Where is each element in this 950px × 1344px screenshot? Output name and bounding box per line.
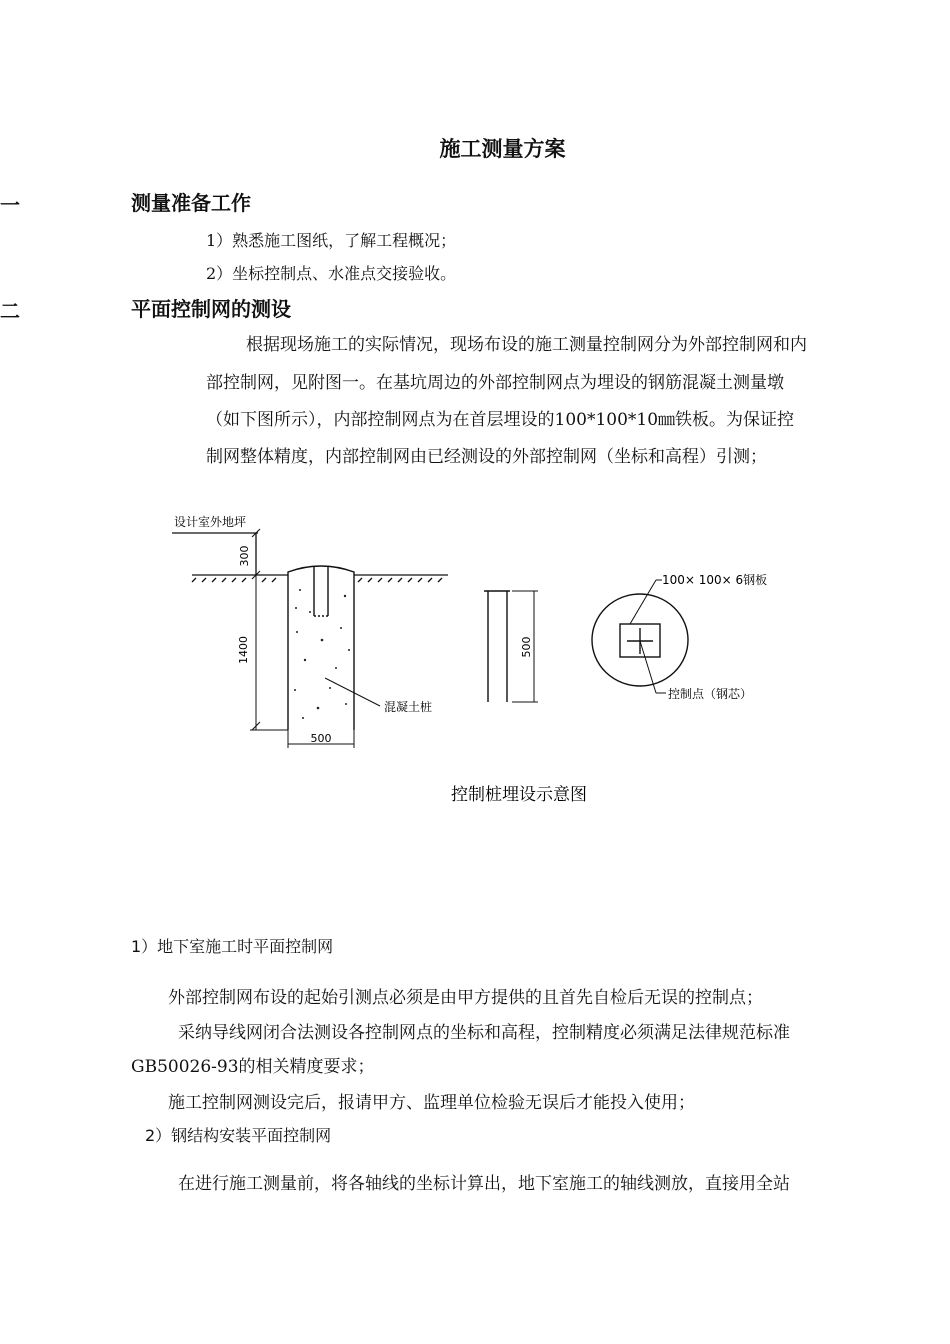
subsection-2-heading: 2）钢结构安装平面控制网: [145, 1126, 332, 1145]
control-pile-figure: [0, 490, 950, 820]
list-item: 2）坐标控制点、水准点交接验收。: [206, 264, 457, 283]
list-item: 1）熟悉施工图纸，了解工程概况；: [206, 231, 457, 250]
section-2-paragraph-line: 制网整体精度，内部控制网由已经测设的外部控制网（坐标和高程）引测；: [206, 447, 767, 467]
paragraph: 施工控制网测设完后，报请甲方、监理单位检验无误后才能投入使用；: [168, 1093, 695, 1113]
dim-500-bottom-label: 500: [310, 732, 332, 745]
section-2-number: 二: [0, 299, 20, 323]
dim-500-right-label: 500: [520, 636, 533, 658]
concrete-label: 混凝土桩: [384, 700, 433, 714]
ground-line: [192, 575, 448, 582]
paragraph: 外部控制网布设的起始引测点必须是由甲方提供的且首先自检后无误的控制点；: [168, 988, 763, 1008]
dim-1400-label: 1400: [237, 636, 250, 664]
section-1-heading: 测量准备工作: [131, 191, 251, 215]
section-2-paragraph-line: 部控制网，见附图一。在基坑周边的外部控制网点为埋设的钢筋混凝土测量墩: [206, 373, 784, 393]
page-title: 施工测量方案: [439, 137, 566, 161]
concrete-pile: [288, 566, 354, 730]
dimension-1400: [250, 575, 288, 730]
ground-level-label: 设计室外地坪: [174, 515, 247, 529]
steel-rebar: [484, 591, 510, 702]
dim-300-label: 300: [238, 545, 251, 567]
paragraph: GB50026-93的相关精度要求；: [131, 1057, 375, 1077]
section-2-paragraph-line: 根据现场施工的实际情况，现场布设的施工测量控制网分为外部控制网和内: [246, 335, 807, 355]
section-2-heading: 平面控制网的测设: [131, 297, 291, 321]
figure-caption: 控制桩埋设示意图: [451, 785, 587, 805]
section-2-paragraph-line: （如下图所示），内部控制网点为在首层埋设的100*100*10㎜铁板。为保证控: [206, 410, 795, 430]
plate-label: 100× 100× 6钢板: [662, 573, 768, 587]
paragraph: 采纳导线网闭合法测设各控制网点的坐标和高程，控制精度必须满足法律规范标准: [178, 1023, 790, 1043]
concrete-texture: [294, 589, 350, 719]
section-1-number: 一: [0, 193, 20, 217]
concrete-leader: [325, 678, 380, 706]
control-point-label: 控制点（钢芯）: [668, 687, 753, 701]
paragraph: 在进行施工测量前，将各轴线的坐标计算出，地下室施工的轴线测放，直接用全站: [178, 1174, 790, 1194]
subsection-1-heading: 1）地下室施工时平面控制网: [131, 937, 334, 956]
